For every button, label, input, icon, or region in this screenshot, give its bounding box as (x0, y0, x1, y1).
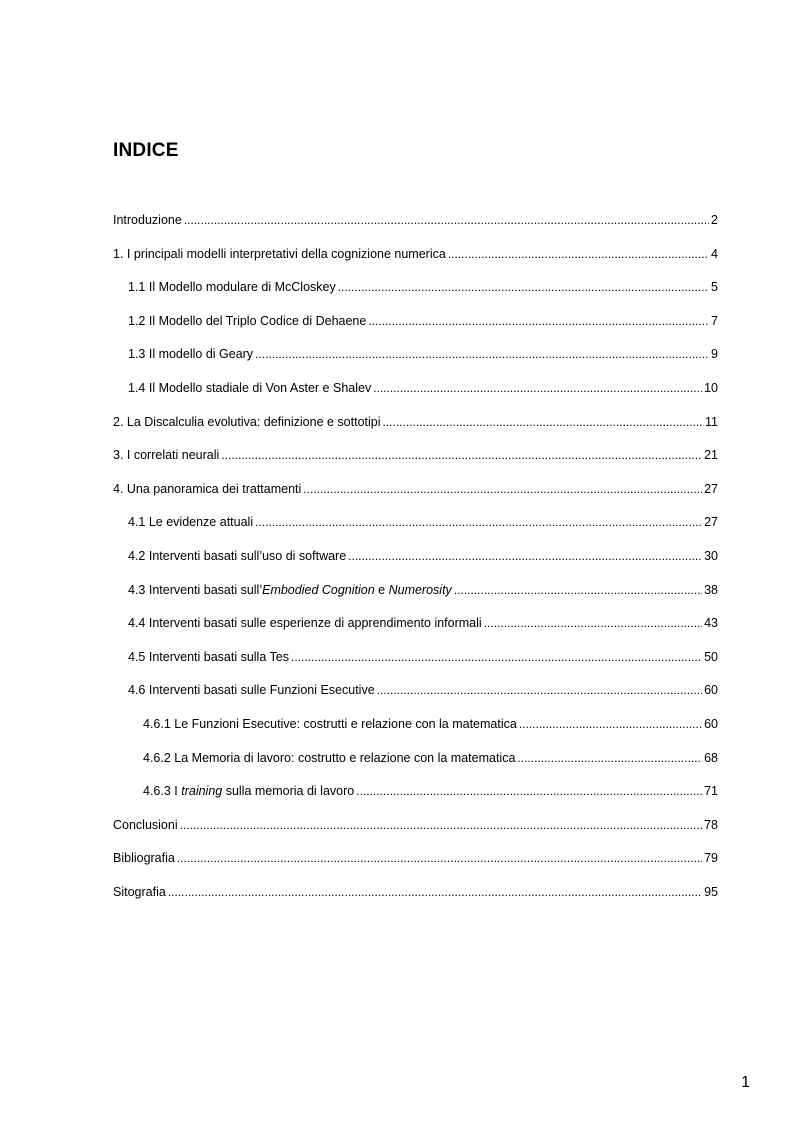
toc-entry-title-part: 1.3 Il modello di Geary (128, 347, 254, 362)
toc-entry-page: 60 (704, 683, 718, 698)
toc-entry-title (128, 616, 482, 630)
toc-entry-title-part: 4.6.1 Le Funzioni Esecutive: costrutti e relazione con la matematica (143, 716, 517, 731)
toc-entry-title-part: 4.2 Interventi basati sull’uso di software (128, 548, 347, 563)
toc-entry-page: 30 (704, 548, 718, 563)
toc-entry[interactable] (113, 381, 718, 415)
toc-entry-title-part: 4.1 Le evidenze attuali (128, 515, 254, 530)
toc-entry-page: 43 (704, 616, 718, 631)
dot-leader (356, 784, 702, 798)
toc-entry-page: 5 (711, 280, 718, 295)
page-title: INDICE (113, 140, 179, 161)
dot-leader (255, 347, 709, 361)
toc-entry-title (113, 885, 166, 899)
toc-entry-title-part: 4. Una panoramica dei trattamenti (113, 481, 302, 496)
toc-entry-title (113, 247, 446, 261)
dot-leader (373, 381, 702, 395)
toc-entry-page: 60 (704, 716, 718, 731)
toc-entry-title-part: Conclusioni (113, 817, 178, 832)
toc-entry-page: 7 (711, 313, 718, 328)
toc-entry-title-part: 3. I correlati neurali (113, 448, 220, 463)
dot-leader (291, 650, 702, 664)
toc-entry[interactable] (113, 650, 718, 684)
toc-entry[interactable] (113, 482, 718, 516)
toc-entry-title-part: 2. La Discalculia evolutiva: definizione e sottotipi (113, 414, 381, 429)
dot-leader (338, 280, 709, 294)
toc-entry-title-part: Introduzione (113, 213, 182, 227)
toc-entry-title-part: e (374, 582, 389, 597)
toc-entry[interactable] (113, 280, 718, 314)
dot-leader (517, 751, 702, 765)
toc-entry-page: 21 (704, 448, 718, 463)
dot-leader (180, 818, 702, 832)
dot-leader (221, 448, 702, 462)
toc-entry-title (113, 448, 219, 462)
toc-entry-title-part: Sitografia (113, 884, 166, 899)
dot-leader (303, 482, 702, 496)
toc-entry-title (128, 280, 336, 294)
toc-entry-title-part: 1.4 Il Modello stadiale di Von Aster e Shalev (128, 380, 372, 395)
toc-entry-title-part: 1.2 Il Modello del Triplo Codice di Dehaene (128, 313, 367, 328)
toc-entry-title (128, 650, 289, 664)
dot-leader (519, 717, 702, 731)
toc-entry-page: 27 (704, 481, 718, 496)
toc-entry[interactable] (113, 347, 718, 381)
toc-entry[interactable] (113, 448, 718, 482)
toc-entry[interactable] (113, 717, 718, 751)
dot-leader (454, 583, 702, 597)
toc-entry-title (113, 818, 178, 832)
toc-entry-title (128, 683, 375, 697)
toc-entry-title (128, 381, 371, 395)
toc-entry[interactable] (113, 616, 718, 650)
toc-entry[interactable] (113, 415, 718, 449)
toc-entry[interactable] (113, 515, 718, 549)
toc-entry-page: 2 (711, 213, 718, 227)
toc-entry-title-italic-part: Numerosity (388, 582, 452, 597)
toc-entry-page: 71 (704, 784, 718, 799)
toc-entry[interactable] (113, 751, 718, 785)
toc-entry-page: 68 (704, 750, 718, 765)
dot-leader (348, 549, 702, 563)
toc-entry-title-part: 4.5 Interventi basati sulla Tes (128, 649, 289, 664)
toc-entry-title (143, 717, 517, 731)
toc-entry-title-part: 4.6 Interventi basati sulle Funzioni Esecutive (128, 683, 375, 698)
toc-entry-title (128, 515, 253, 529)
dot-leader (255, 515, 702, 529)
dot-leader (177, 851, 702, 865)
toc-entry-title-italic-part: training (181, 784, 223, 799)
toc-entry-page: 27 (704, 515, 718, 530)
toc-entry[interactable] (113, 247, 718, 281)
toc-entry[interactable] (113, 784, 718, 818)
toc-entry[interactable] (113, 583, 718, 617)
dot-leader (383, 415, 704, 429)
toc-entry-title-part: 4.6.2 La Memoria di lavoro: costrutto e relazione con la matematica (143, 750, 516, 765)
toc-entry-page: 38 (704, 582, 718, 597)
toc-entry-title (113, 482, 301, 496)
toc-entry-title (128, 314, 366, 328)
dot-leader (184, 213, 709, 227)
toc-entry-title (143, 784, 354, 798)
toc-entry-page: 11 (705, 414, 718, 429)
toc-entry-title (113, 851, 175, 865)
toc-entry[interactable] (113, 851, 718, 885)
toc-entry[interactable] (113, 818, 718, 852)
toc-entry[interactable] (113, 213, 718, 247)
toc-entry-title-italic-part: Embodied Cognition (262, 582, 375, 597)
dot-leader (377, 683, 702, 697)
toc-entry[interactable] (113, 683, 718, 717)
table-of-contents (113, 213, 718, 918)
page-number: 1 (741, 1074, 750, 1091)
toc-entry-page: 79 (704, 851, 718, 866)
toc-entry-title-part: 4.3 Interventi basati sull’ (128, 582, 263, 597)
toc-entry-page: 78 (704, 817, 718, 832)
toc-entry-title-part: 1.1 Il Modello modulare di McCloskey (128, 280, 336, 295)
toc-entry-title (113, 415, 381, 429)
dot-leader (448, 247, 709, 261)
toc-entry-title-part: sulla memoria di lavoro (222, 784, 355, 799)
toc-entry-page: 50 (704, 649, 718, 664)
toc-entry-title (128, 549, 346, 563)
toc-entry[interactable] (113, 314, 718, 348)
toc-entry[interactable] (113, 549, 718, 583)
toc-entry-title (128, 583, 452, 597)
toc-entry-title (143, 751, 515, 765)
toc-entry[interactable] (113, 885, 718, 919)
toc-entry-title-part: 4.6.3 I (143, 784, 182, 799)
toc-entry-title-part: 4.4 Interventi basati sulle esperienze di apprendimento informali (128, 616, 482, 631)
toc-entry-page: 9 (711, 347, 718, 362)
dot-leader (368, 314, 709, 328)
toc-entry-page: 4 (711, 246, 718, 261)
toc-entry-page: 95 (704, 884, 718, 899)
toc-entry-title (113, 213, 182, 227)
dot-leader (168, 885, 702, 899)
toc-entry-page: 10 (704, 380, 718, 395)
toc-entry-title-part: 1. I principali modelli interpretativi della cognizione numerica (113, 246, 446, 261)
toc-entry-title (128, 347, 253, 361)
dot-leader (484, 616, 702, 630)
toc-entry-title-part: Bibliografia (113, 851, 175, 866)
